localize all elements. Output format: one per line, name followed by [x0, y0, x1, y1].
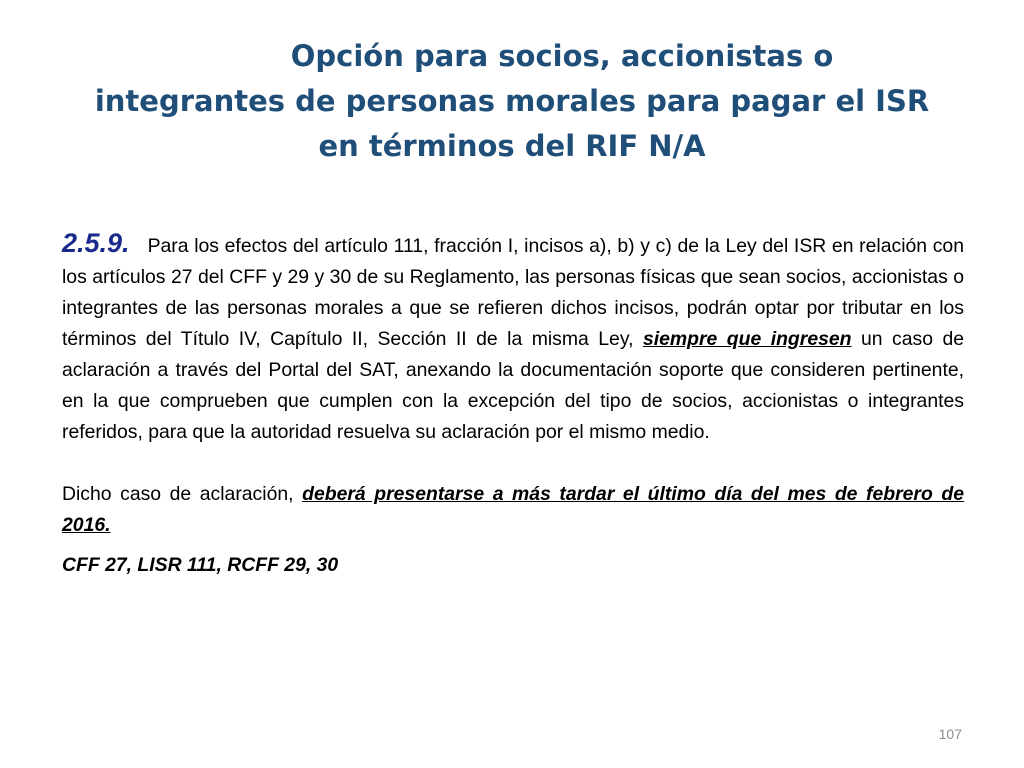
deadline-emphasis: deberá presentarse a más tardar el último día del mes de febrero de 2016.: [62, 483, 965, 536]
rule-number: 2.5.9.: [62, 228, 130, 258]
title-line-2: integrantes de personas morales para pagar el ISR: [94, 84, 930, 118]
title-line-3: en términos del RIF N/A: [318, 129, 706, 163]
rule-emphasis: siempre que ingresen: [642, 328, 852, 350]
deadline-text-before-emphasis: Dicho caso de aclaración,: [62, 483, 294, 505]
legal-references: CFF 27, LISR 111, RCFF 29, 30: [62, 554, 339, 576]
slide-title: [40, 34, 984, 169]
title-line-1: Opción para socios, accionistas o: [290, 39, 834, 73]
rule-text-before-emphasis: Para los efectos del artículo 111, fracción I, incisos a), b) y c) de la Ley del ISR en relación con los artículos 27 del CFF y 29 y 30 de su Reglamento, las personas físicas que sean socios, accionistas o integrantes de las personas morales a que se refieren dichos incisos, podrán optar por tributar en los términos del Título IV, Capítulo II, Sección II de la misma Ley,: [62, 235, 964, 350]
rule-paragraph: [62, 228, 964, 448]
page-number: 107: [938, 726, 962, 742]
slide-body: [62, 228, 964, 581]
rule-text-after-emphasis: un caso de aclaración a través del Portal del SAT, anexando la documentación soporte que consideren pertinente, en la que comprueben que cumplen con la excepción del tipo de socios, accionistas o integrantes referidos, para que la autoridad resuelva su aclaración por el mismo medio.: [62, 328, 965, 443]
deadline-paragraph: [62, 479, 964, 541]
